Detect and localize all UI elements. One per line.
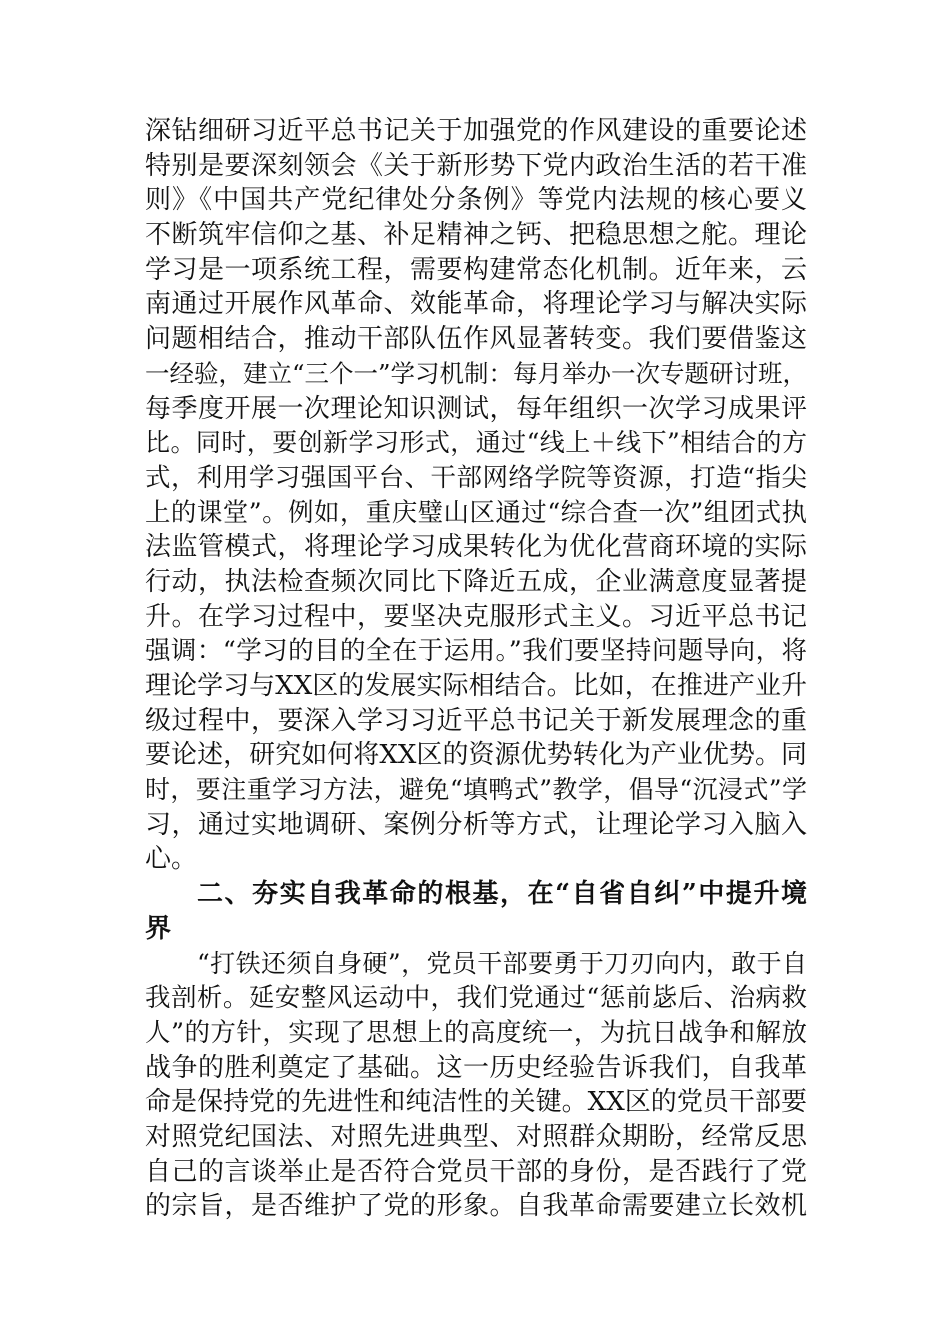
text-line: 时，要注重学习方法，避免“填鸭式”教学，倡导“沉浸式”学 bbox=[145, 775, 807, 805]
text-line: 心。 bbox=[145, 844, 198, 875]
text-line: 强调：“学习的目的全在于运用。”我们要坚持问题导向，将 bbox=[145, 636, 807, 667]
text-line: 上的课堂”。例如，重庆璧山区通过“综合查一次”组团式执 bbox=[145, 497, 807, 528]
text-line: 要论述，研究如何将XX区的资源优势转化为产业优势。同 bbox=[145, 740, 807, 771]
text-line: 战争的胜利奠定了基础。这一历史经验告诉我们，自我革 bbox=[145, 1052, 807, 1083]
paragraph-2 bbox=[145, 947, 807, 1225]
text-line: 我剖析。延安整风运动中，我们党通过“惩前毖后、治病救 bbox=[145, 983, 807, 1014]
section-heading-2 bbox=[145, 877, 807, 946]
text-line: 深钻细研习近平总书记关于加强党的作风建设的重要论述 bbox=[145, 116, 807, 146]
text-line: 一经验，建立“三个一”学习机制：每月举办一次专题研讨班， bbox=[145, 358, 808, 388]
heading-line: 二、夯实自我革命的根基，在“自省自纠”中提升境 bbox=[197, 879, 807, 910]
text-line: 升。在学习过程中，要坚决克服形式主义。习近平总书记 bbox=[145, 601, 807, 632]
text-line: 自己的言谈举止是否符合党员干部的身份，是否践行了党 bbox=[145, 1156, 807, 1187]
text-line: 特别是要深刻领会《关于新形势下党内政治生活的若干准 bbox=[145, 150, 807, 181]
text-line: 习，通过实地调研、案例分析等方式，让理论学习入脑入 bbox=[145, 809, 807, 840]
text-line: 的宗旨，是否维护了党的形象。自我革命需要建立长效机 bbox=[145, 1191, 807, 1222]
text-line: 行动，执法检查频次同比下降近五成，企业满意度显著提 bbox=[145, 566, 807, 597]
text-line: 理论学习与XX区的发展实际相结合。比如，在推进产业升 bbox=[145, 671, 807, 701]
text-line: 不断筑牢信仰之基、补足精神之钙、把稳思想之舵。理论 bbox=[145, 220, 807, 251]
text-line: 法监管模式，将理论学习成果转化为优化营商环境的实际 bbox=[145, 532, 807, 563]
paragraph-1 bbox=[145, 114, 807, 877]
text-line: 每季度开展一次理论知识测试，每年组织一次学习成果评 bbox=[145, 393, 807, 424]
text-line: 学习是一项系统工程，需要构建常态化机制。近年来，云 bbox=[145, 254, 807, 285]
text-line: 对照党纪国法、对照先进典型、对照群众期盼，经常反思 bbox=[145, 1121, 807, 1152]
text-line: “打铁还须自身硬”，党员干部要勇于刀刃向内，敢于自 bbox=[197, 948, 807, 978]
text-line: 式，利用学习强国平台、干部网络学院等资源，打造“指尖 bbox=[145, 462, 807, 493]
text-line: 比。同时，要创新学习形式，通过“线上＋线下”相结合的方 bbox=[145, 428, 807, 458]
text-line: 问题相结合，推动干部队伍作风显著转变。我们要借鉴这 bbox=[145, 324, 807, 355]
document-body bbox=[145, 114, 807, 1224]
text-line: 人”的方针，实现了思想上的高度统一，为抗日战争和解放 bbox=[145, 1017, 807, 1048]
text-line: 级过程中，要深入学习习近平总书记关于新发展理念的重 bbox=[145, 705, 807, 736]
text-line: 则》《中国共产党纪律处分条例》等党内法规的核心要义 bbox=[145, 185, 807, 216]
text-line: 南通过开展作风革命、效能革命，将理论学习与解决实际 bbox=[145, 289, 807, 320]
heading-line: 界 bbox=[145, 913, 172, 944]
text-line: 命是保持党的先进性和纯洁性的关键。XX区的党员干部要 bbox=[145, 1087, 807, 1118]
